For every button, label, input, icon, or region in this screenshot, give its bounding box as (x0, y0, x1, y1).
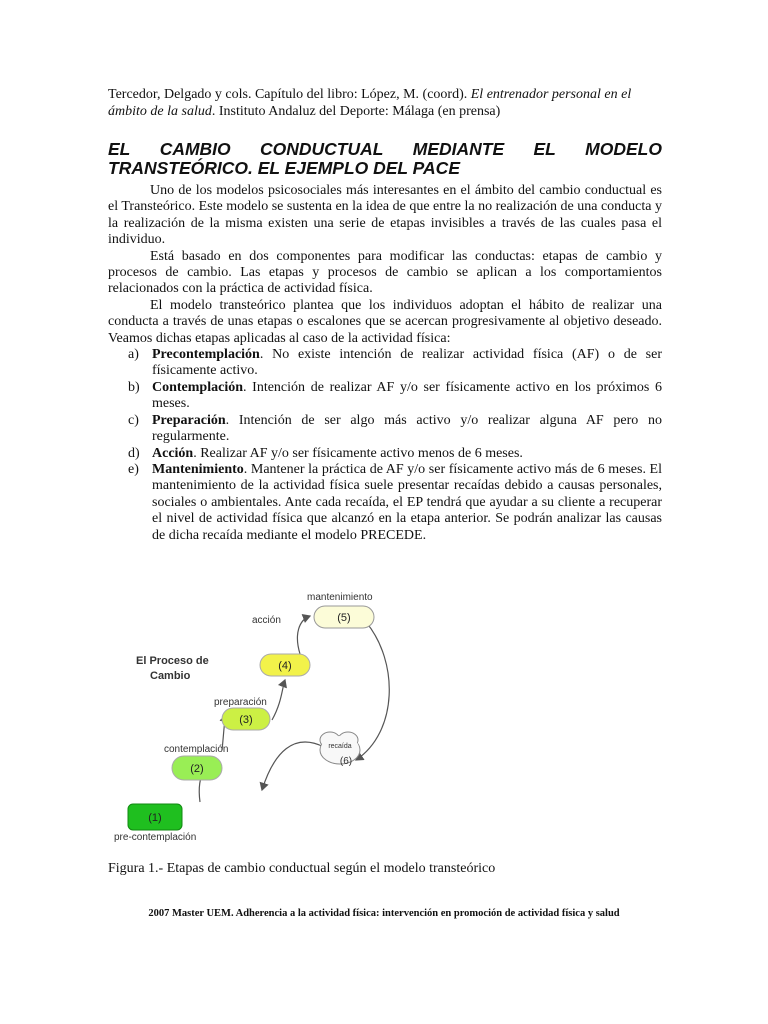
arrow-5-to-relapse (356, 622, 389, 760)
title-word: MEDIANTE (412, 139, 505, 159)
node-label: contemplación (164, 744, 229, 755)
stage-description: . Realizar AF y/o ser físicamente activo menos de 6 meses. (193, 445, 523, 461)
list-letter: e) (128, 461, 139, 477)
citation-header (108, 86, 662, 120)
list-letter: b) (128, 379, 140, 395)
stage-description: . Intención de realizar AF y/o ser físicamente activo en los próximos 6 meses. (152, 379, 662, 412)
citation-book-title: El entrenador personal en el ámbito de la salud (108, 87, 632, 119)
list-letter: a) (128, 347, 139, 363)
arrow-3-to-4 (272, 680, 285, 720)
figure-caption: Figura 1.- Etapas de cambio conductual según el modelo transteórico (108, 861, 496, 876)
title-word: EL (108, 139, 131, 159)
arrow-4-to-5 (297, 616, 310, 654)
relapse-number: (6) (339, 756, 353, 767)
stage-description: . Mantener la práctica de AF y/o ser físicamente activo más de 6 meses. El mantenimiento de la actividad física suele presentar recaídas debido a causas personales, sociales o ambientales. Ante cada recaída, el EP tendrá que ayudar a su cliente a recuperar el nivel de actividad física que alcanzó en la etapa anterior. Se podrán analizar las causas de dicha recaída mediante el modelo PRECEDE. (152, 461, 662, 543)
title-word: CAMBIO (159, 139, 231, 159)
list-item (108, 413, 662, 446)
paragraph: El modelo transteórico plantea que los individuos adoptan el hábito de realizar una conducta a través de unas etapas o escalones que se acercan progresivamente al objetivo deseado. Veamos dichas etapas aplicadas al caso de la actividad física: (108, 297, 662, 346)
diagram-title-line-1: El Proceso de (136, 655, 209, 667)
stage-description: . Intención de ser algo más activo y/o realizar alguna AF pero no regularmente. (152, 412, 662, 445)
node-label: preparación (214, 697, 267, 708)
node-label: acción (252, 615, 281, 626)
stage-name: Preparación (152, 412, 226, 428)
page-footer: 2007 Master UEM. Adherencia a la actividad física: intervención en promoción de actividad física y salud (148, 908, 620, 919)
stage-name: Mantenimiento (152, 461, 244, 477)
node-number: (2) (190, 763, 204, 775)
paragraph: Está basado en dos componentes para modificar las conductas: etapas de cambio y procesos de cambio. Las etapas y procesos de cambio se aplican a los comportamientos relacionados con la práctica de actividad física. (108, 248, 662, 297)
list-item (108, 347, 662, 380)
node-number: (1) (148, 812, 162, 824)
stage-name: Acción (152, 445, 194, 461)
arrow-relapse-back (262, 742, 324, 790)
section-title (108, 140, 662, 178)
stage-name: Contemplación (152, 379, 243, 395)
node-label: pre-contemplación (114, 832, 197, 843)
stage-name: Precontemplación (152, 347, 260, 363)
title-word: MODELO (585, 139, 662, 159)
node-number: (5) (337, 612, 351, 624)
list-letter: d) (128, 445, 140, 461)
title-word: EL (533, 139, 556, 159)
diagram-title-line-2: Cambio (150, 670, 191, 682)
node-label: mantenimiento (307, 592, 373, 603)
stages-list (108, 347, 662, 544)
node-number: (4) (278, 660, 292, 672)
citation-authors: Tercedor, Delgado y cols. Capítulo del libro: López, M. (coord). (108, 87, 471, 102)
citation-publisher: . Instituto Andaluz del Deporte: Málaga (en prensa) (211, 104, 501, 119)
relapse-label: recaída (328, 743, 352, 750)
title-line-2: TRANSTEÓRICO. EL EJEMPLO DEL PACE (108, 158, 460, 178)
stage-description: . No existe intención de realizar actividad física (AF) o de ser físicamente activo. (152, 347, 662, 379)
title-word: CONDUCTUAL (259, 139, 384, 159)
stages-diagram-svg (114, 582, 400, 844)
list-letter: c) (128, 412, 139, 428)
list-item (108, 446, 662, 462)
stages-diagram (114, 582, 400, 844)
body-text (108, 183, 662, 544)
paragraph: Uno de los modelos psicosociales más interesantes en el ámbito del cambio conductual es el Transteórico. Este modelo se sustenta en la idea de que entre la no realización de una conducta y la realización de la misma existen una serie de etapas invisibles a través de las cuales pasa el individuo. (108, 183, 662, 248)
node-number: (3) (239, 714, 253, 726)
list-item (108, 462, 662, 544)
list-item (108, 380, 662, 413)
